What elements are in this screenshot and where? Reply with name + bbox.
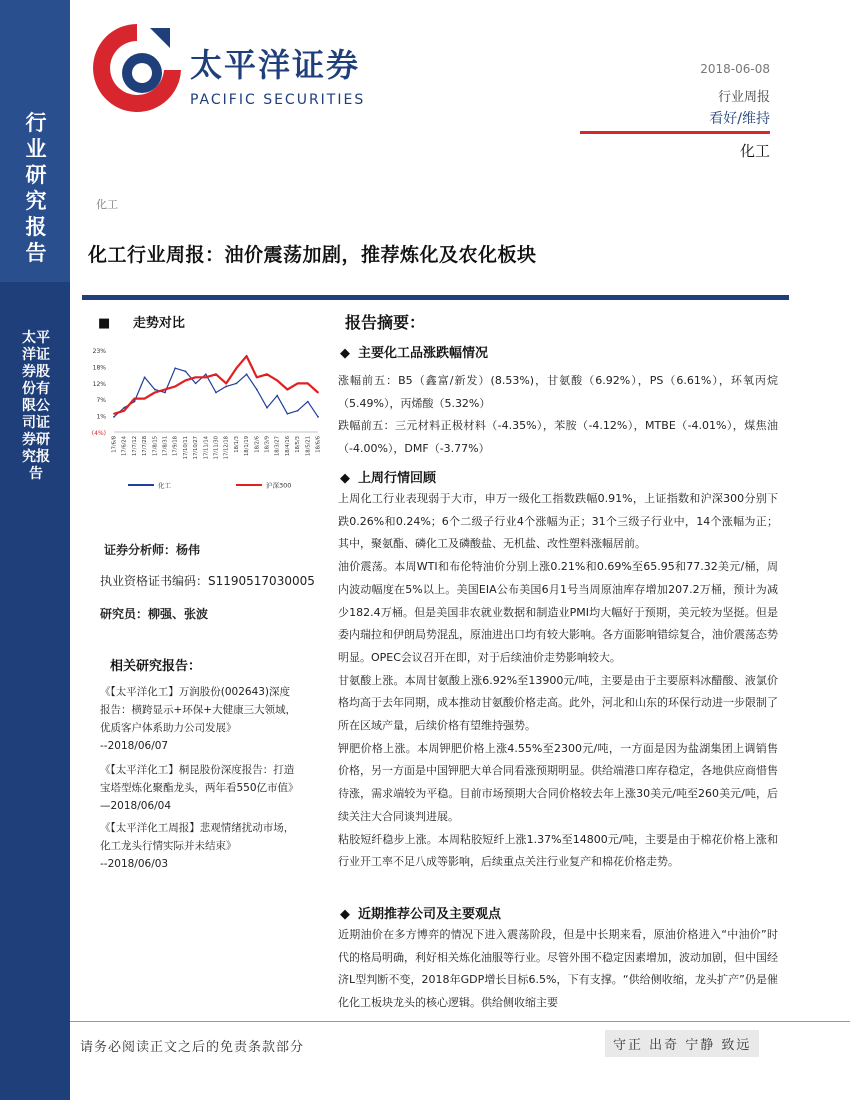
data-point (276, 395, 278, 397)
data-point (154, 392, 156, 394)
series-line-hs300 (114, 356, 318, 414)
x-tick-label: 17/8/31 (162, 436, 169, 456)
viscose-paragraph: 粘胶短纤稳步上涨。本周粘胶短纤上涨1.37%至14800元/吨，主要是由于棉花价格上涨和行业开工率不足八成等影响，后续重点关注行业复产和棉花价格走势。 (338, 832, 778, 869)
x-tick-label: 18/3/27 (274, 436, 281, 456)
data-point (297, 383, 299, 385)
x-tick-label: 18/1/3 (233, 436, 240, 453)
data-point (246, 355, 248, 357)
company-logo (90, 18, 380, 118)
data-point (113, 416, 115, 418)
y-tick-label: 18% (92, 364, 106, 372)
market-paragraph: 上周化工行业表现弱于大市，申万一级化工指数跌幅0.91%，上证指数和沪深300分别下跌0.26%和0.24%；6个二级子行业4个涨幅为正；31个三级子行业中，14个涨幅为正；其中，聚氨酯、磷化工及磷酸盐、无机盐、改性塑料涨幅居前。 (338, 492, 778, 551)
data-point (195, 383, 197, 385)
oil-paragraph: 油价震荡。本周WTI和布伦特油价分别上涨0.21%和0.69%至65.95和77.32美元/桶，周内波动幅度在5%以上。美国EIA公布美国6月1号当周原油库存增加207.2万桶，预计为减少182.4万桶。但是美国非农就业数据和制造业PMI均大幅好于预期，美元较为坚挺。但是委内瑞拉和伊朗局势混乱，原油进出口均有较大影响。各方面影响错综复合，油价震荡态势明显。OPEC会议召开在即，对于后续油价走势影响较大。 (338, 560, 778, 664)
sidebar-vertical-title: 行业研究报告 (25, 111, 47, 265)
top-gainers-paragraph: 涨幅前五：B5（鑫富/新发）(8.53%)，甘氨酸（6.92%），PS（6.61%），环氧丙烷（5.49%），丙烯酸（5.32%） (338, 374, 778, 410)
y-tick-label: (4%) (91, 430, 106, 437)
data-point (256, 376, 258, 378)
related-report-2[interactable]: 《【太平洋化工】桐昆股份深度报告：打造宝塔型炼化聚酯龙头，两年看550亿市值》—2018/06/04 (100, 764, 299, 812)
reco-paragraph: 近期油价在多方博弈的情况下进入震荡阶段，但是中长期来看，原油价格进入“中油价”时代的格局明确，利好相关炼化油服等行业。尽管外围不稳定因素增加，波动加剧，但中国经济L型判断不变，2018年GDP增长目标6.5%，下有支撑。“供给侧收缩，龙头扩产”仍是催化化工板块龙头的核心逻辑。供给侧收缩主要 (338, 928, 778, 1010)
logo-name-en: PACIFIC SECURITIES (190, 92, 366, 108)
data-point (215, 373, 217, 375)
data-point (164, 389, 166, 391)
data-point (246, 373, 248, 375)
x-tick-label: 18/2/6 (254, 436, 261, 453)
data-point (185, 379, 187, 381)
legend-label: 沪深300 (266, 481, 292, 490)
data-point (154, 389, 156, 391)
report-date: 2018-06-08 (700, 62, 770, 76)
data-point (297, 410, 299, 412)
x-tick-label: 17/7/12 (131, 436, 138, 456)
trend-chart-svg (88, 338, 328, 498)
body-reco (338, 924, 778, 1015)
logo-emblem-icon (90, 18, 185, 118)
diamond-bullet-icon: ◆ (340, 907, 350, 922)
footer-motto: 守正 出奇 宁静 致远 (605, 1030, 759, 1057)
sidebar (0, 0, 70, 1100)
x-tick-label: 17/6/24 (121, 436, 128, 456)
footer-disclaimer: 请务必阅读正文之后的免责条款部分 (80, 1040, 305, 1055)
diamond-bullet-icon: ◆ (340, 471, 350, 486)
section-heading-review-text: 上周行情回顾 (358, 471, 437, 486)
glycine-paragraph: 甘氨酸上涨。本周甘氨酸上涨6.92%至13900元/吨，主要是由于主要原料冰醋酸、液氯价格均高于去年同期，成本推动甘氨酸价格走高。此外，河北和山东的环保行动进一步限制了所在区域产量，后续价格有望维持强势。 (338, 673, 778, 733)
section-heading-reco-text: 近期推荐公司及主要观点 (358, 907, 502, 922)
y-tick-label: 1% (96, 413, 106, 421)
data-point (144, 376, 146, 378)
data-point (266, 373, 268, 375)
section-heading-review (340, 467, 436, 486)
x-tick-label: 17/12/18 (223, 436, 230, 460)
cert-label: 执业资格证书编码：S1190517030005 (100, 574, 315, 588)
section-heading-prices (340, 342, 488, 361)
data-point (287, 389, 289, 391)
x-tick-label: 18/4/16 (284, 436, 291, 456)
abstract-title: 报告摘要： (345, 313, 426, 332)
x-tick-label: 18/5/21 (305, 436, 312, 456)
rating: 看好/维持 (709, 111, 770, 127)
trend-chart (88, 338, 328, 498)
data-point (215, 392, 217, 394)
related-report-3[interactable]: 《【太平洋化工周报】悲观情绪扰动市场，化工龙头行情实际并未结束》 (100, 822, 295, 852)
related-report-1[interactable]: 《【太平洋化工】万润股份(002643)深度报告：横跨显示+环保+大健康三大领域，优质客户体系助力公司发展》 (100, 686, 297, 734)
data-point (205, 376, 207, 378)
related-report-1-date: --2018/06/07 (100, 740, 169, 752)
data-point (266, 407, 268, 409)
industry-label: 化工 (739, 142, 770, 160)
related-heading: 相关研究报告： (110, 659, 202, 674)
data-point (317, 416, 319, 418)
x-tick-label: 17/11/30 (213, 436, 220, 460)
potash-paragraph: 钾肥价格上涨。本周钾肥价格上涨4.55%至2300元/吨，一方面是因为盐湖集团上调销售价格，另一方面是中国钾肥大单合同看涨预期明显。供给端港口库存稳定，各地供应商惜售待涨，需求端较为平稳。目前市场预期大合同价格较去年上涨30美元/吨至260美元/吨，后续关注大合同谈判进展。 (338, 741, 778, 823)
top-losers-paragraph: 跌幅前五：三元材料正极材料（-4.35%），苯胺（-4.12%），MTBE（-4.01%），煤焦油（-4.00%），DMF（-3.77%） (338, 419, 778, 456)
data-point (205, 373, 207, 375)
y-tick-label: 7% (96, 397, 106, 405)
data-point (225, 386, 227, 388)
data-point (307, 383, 309, 385)
square-bullet-icon: ■ (98, 316, 111, 331)
x-tick-label: 17/10/27 (193, 436, 200, 460)
title-divider (82, 295, 789, 300)
data-point (195, 376, 197, 378)
analyst-label: 证券分析师：杨伟 (104, 543, 201, 557)
section-heading-reco (340, 903, 501, 922)
data-point (236, 367, 238, 369)
legend-label: 化工 (158, 481, 171, 490)
sector-tag: 化工 (96, 198, 118, 211)
data-point (287, 413, 289, 415)
related-reports-list (100, 683, 300, 873)
data-point (276, 379, 278, 381)
y-tick-label: 23% (92, 348, 106, 355)
x-tick-label: 17/8/15 (152, 436, 159, 456)
related-report-3-date: --2018/06/03 (100, 858, 169, 870)
x-tick-label: 17/11/14 (203, 436, 210, 460)
header-divider (580, 131, 770, 134)
y-tick-label: 12% (92, 380, 106, 388)
report-type: 行业周报 (717, 90, 770, 105)
data-point (134, 398, 136, 400)
x-tick-label: 18/3/9 (264, 436, 271, 453)
data-point (113, 413, 115, 415)
data-point (174, 386, 176, 388)
x-tick-label: 17/9/18 (172, 436, 179, 456)
data-point (144, 398, 146, 400)
x-tick-label: 18/6/6 (315, 436, 322, 453)
diamond-bullet-icon: ◆ (340, 346, 350, 361)
researchers-label: 研究员：柳强、张波 (100, 607, 209, 621)
x-tick-label: 17/7/28 (142, 436, 149, 456)
report-title: 化工行业周报：油价震荡加剧，推荐炼化及农化板块 (88, 244, 537, 266)
body-top-gainers (338, 370, 778, 461)
data-point (123, 410, 125, 412)
data-point (185, 370, 187, 372)
data-point (236, 383, 238, 385)
trend-heading (98, 312, 185, 331)
x-tick-label: 18/5/3 (295, 436, 302, 453)
footer-divider (70, 1021, 850, 1022)
sidebar-vertical-company: 太平洋证券股份有限公司证券研究报告 (22, 330, 50, 482)
body-review (338, 488, 778, 874)
data-point (317, 392, 319, 394)
data-point (164, 392, 166, 394)
data-point (174, 367, 176, 369)
x-tick-label: 17/6/8 (111, 436, 118, 453)
logo-name-cn: 太平洋证券 (190, 46, 361, 84)
data-point (307, 401, 309, 403)
section-heading-prices-text: 主要化工品涨跌幅情况 (358, 346, 489, 361)
x-tick-label: 17/10/11 (182, 436, 189, 460)
data-point (225, 383, 227, 385)
trend-heading-text: 走势对比 (132, 316, 185, 331)
data-point (256, 389, 258, 391)
x-tick-label: 18/1/19 (244, 436, 251, 456)
